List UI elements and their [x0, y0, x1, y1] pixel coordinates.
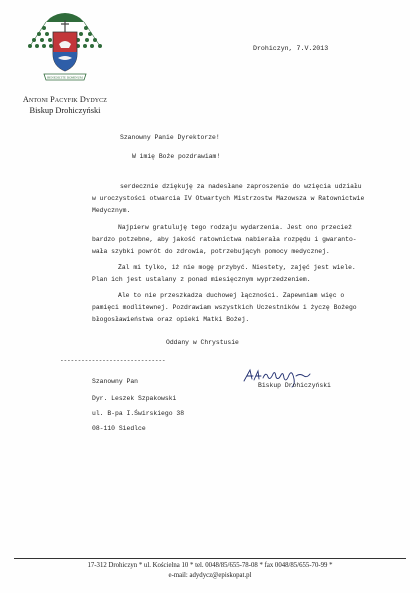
coat-motto: BENEDICITE DOMINUM	[47, 75, 83, 80]
episcopal-coat-of-arms-icon	[22, 8, 108, 90]
recipient-line: ul. B-pa I.Świrskiego 38	[92, 410, 185, 417]
body-line: Żal mi tylko, iż nie mogę przybyć. Niestety, zajęć jest wiele.	[118, 264, 356, 271]
signature-name: Biskup Drohiczyński	[258, 382, 331, 389]
closing: Oddany w Chrystusie	[166, 339, 239, 346]
body-line: w uroczystości otwarcia IV Otwartych Mistrzostw Mazowsza w Ratownictwie	[92, 195, 365, 202]
body-line: bardzo potzebne, aby jakość ratownictwa nabierała rozpędu i gwaranto-	[92, 236, 357, 243]
recipient-line: 08-110 Siedlce	[92, 425, 146, 432]
body-line: błogosławieństwa oraz opieki Matki Bożej.	[92, 316, 250, 323]
body-line: serdecznie dziękuję za nadesłane zaproszenie do wzięcia udziału	[120, 183, 362, 190]
bishop-name: Antoni Pacyfik Dydycz	[22, 95, 108, 104]
bishop-title: Biskup Drohiczyński	[29, 106, 101, 115]
body-line: pamięci modlitewnej. Pozdrawiam wszystkich Uczestników i życzę Bożego	[92, 304, 357, 311]
body-line: Ale to nie przeszkadza duchowej łączności. Zapewniam więc o	[118, 292, 345, 299]
body-line: wała szybki powrót do zdrowia, potrzebującyh pomocy medycznej.	[92, 248, 330, 255]
footer-divider	[14, 558, 406, 559]
separator-line: ------------------------------	[60, 357, 166, 364]
salutation: Szanowny Panie Dyrektorze!	[120, 134, 220, 141]
body-line: Medycznym.	[92, 207, 131, 214]
recipient-line: Szanowny Pan	[92, 378, 139, 385]
footer-address: 17-312 Drohiczyn * ul. Kościelna 10 * tel. 0048/85/655-78-08 * fax 0048/85/655-70-99 *	[87, 562, 333, 569]
footer-email: e-mail: adydycz@episkopat.pl	[168, 572, 252, 579]
body-line: Najpierw gratuluję tego rodzaju wydarzenia. Jest ono przecież	[118, 224, 352, 231]
recipient-line: Dyr. Leszek Szpakowski	[92, 395, 177, 402]
greeting: W imię Boże pozdrawiam!	[132, 153, 221, 160]
letter-date: Drohiczyn, 7.V.2013	[253, 45, 329, 52]
body-line: Plan ich jest ustalany z ponad miesięcznym wyprzedzeniem.	[92, 276, 311, 283]
